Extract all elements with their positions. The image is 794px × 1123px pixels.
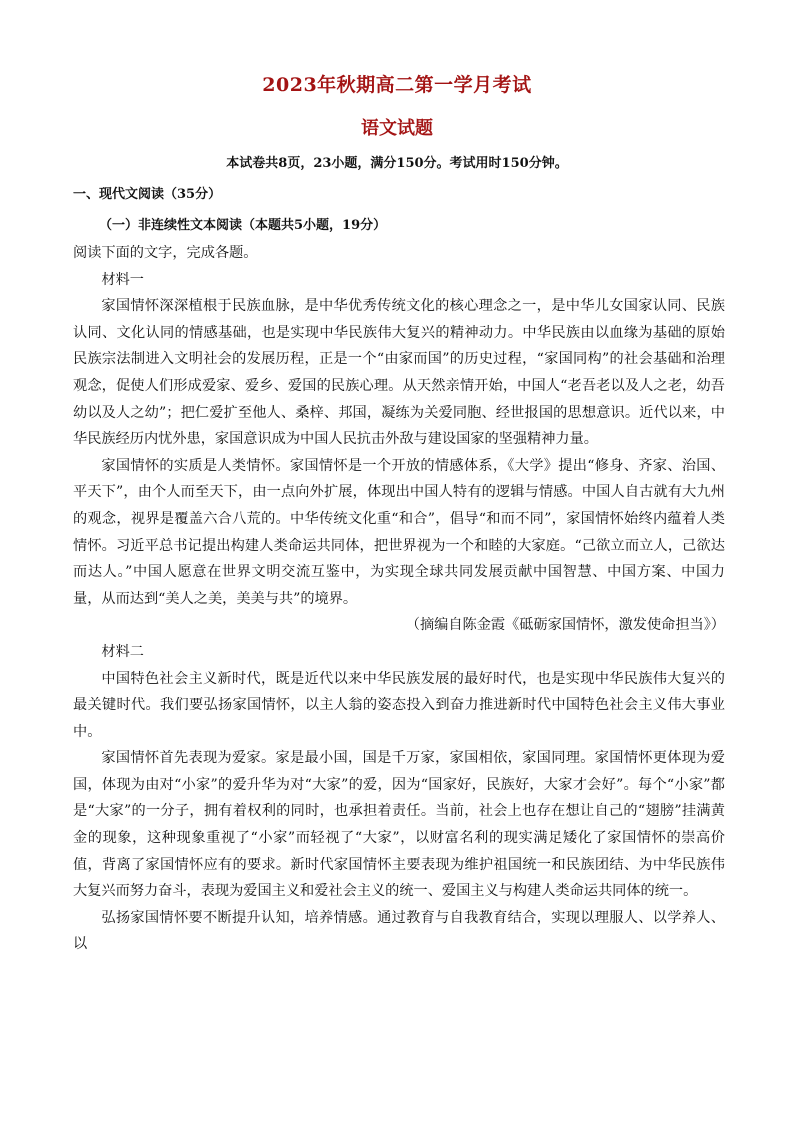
material-two-paragraph: 弘扬家国情怀要不断提升认知，培养情感。通过教育与自我教育结合，实现以理服人、以学养人、以 (73, 909, 725, 953)
material-one-source: （摘编自陈金霞《砥砺家国情怀，激发使命担当》） (405, 617, 725, 634)
material-two-paragraph: 家国情怀首先表现为爱家。家是最小国，国是千万家，家国相依，家国同理。家国情怀更体现为爱国，体现为由对“小家”的爱升华为对“大家”的爱，因为“国家好，民族好，大家才会好”。每个“小家”都是“大家”的一分子，拥有着权利的同时，也承担着责任。当前，社会上也存在想让自己的“翅膀”挂满黄金的现象，这种现象重视了“小家”而轻视了“大家”，以财富名利的现实满足矮化了家国情怀的崇高价值，背离了家国情怀应有的要求。新时代家国情怀主要表现为维护祖国统一和民族团结、为中华民族伟大复兴而努力奋斗，表现为爱国主义和爱社会主义的统一、爱国主义与构建人类命运共同体的统一。 (73, 750, 726, 900)
subsection-heading: （一）非连续性文本阅读（本题共5小题，19分） (99, 218, 387, 233)
exam-info: 本试卷共8页，23小题，满分150分。考试用时150分钟。 (226, 156, 568, 171)
exam-title: 2023年秋期高二第一学月考试 (262, 74, 532, 96)
material-one-label: 材料一 (101, 271, 144, 288)
material-one-paragraph: 家国情怀深深植根于民族血脉，是中华优秀传统文化的核心理念之一，是中华儿女国家认同、民族认同、文化认同的情感基础，也是实现中华民族伟大复兴的精神动力。中华民族由以血缘为基础的原始民族宗法制进入文明社会的发展历程，正是一个“由家而国”的历史过程，“家国同构”的社会基础和治理观念，促使人们形成爱家、爱乡、爱国的民族心理。从天然亲情开始，中国人“老吾老以及人之老，幼吾幼以及人之幼”；把仁爱扩至他人、桑梓、邦国，凝练为关爱同胞、经世报国的思想意识。近代以来，中华民族经历内忧外患，家国意识成为中国人民抗击外敌与建设国家的坚强精神力量。 (73, 298, 725, 448)
subject-title: 语文试题 (361, 118, 433, 139)
reading-passage (73, 240, 725, 958)
material-two-paragraph: 中国特色社会主义新时代，既是近代以来中华民族发展的最好时代，也是实现中华民族伟大复兴的最关键时代。我们要弘扬家国情怀，以主人翁的姿态投入到奋力推进新时代中国特色社会主义伟大事业中。 (73, 670, 725, 740)
section-heading: 一、现代文阅读（35分） (73, 187, 222, 202)
material-one-paragraph: 家国情怀的实质是人类情怀。家国情怀是一个开放的情感体系，《大学》提出“修身、齐家、治国、平天下”，由个人而至天下，由一点向外扩展，体现出中国人特有的逻辑与情感。中国人自古就有大九州的观念，视界是覆盖六合八荒的。中华传统文化重“和合”，倡导“和而不同”，家国情怀始终内蕴着人类情怀。习近平总书记提出构建人类命运共同体，把世界视为一个和睦的大家庭。“己欲立而立人，己欲达而达人。”中国人愿意在世界文明交流互鉴中，为实现全球共同发展贡献中国智慧、中国方案、中国力量，从而达到“美人之美，美美与共”的境界。 (73, 457, 725, 607)
instruction: 阅读下面的文字，完成各题。 (73, 245, 258, 261)
material-two-label: 材料二 (101, 643, 144, 660)
